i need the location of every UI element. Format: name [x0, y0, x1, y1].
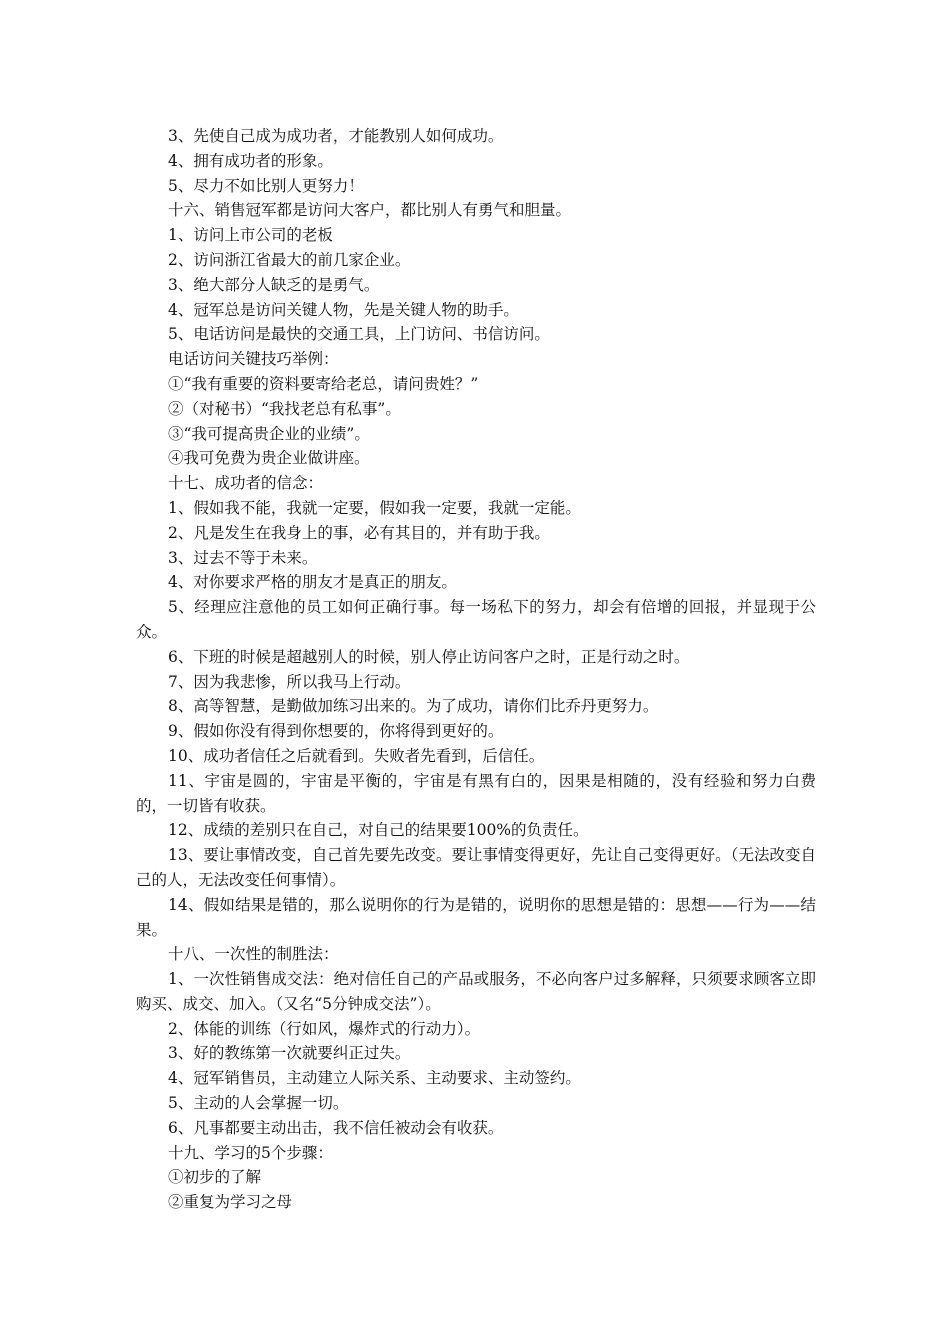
paragraph: ①“我有重要的资料要寄给老总，请问贵姓？”	[168, 374, 479, 393]
paragraph: 13、要让事情改变，自己首先要先改变。要让事情变得更好，先让自己变得更好。（无法改变自己的人，无法改变任何事情）。	[136, 846, 816, 889]
paragraph: 5、电话访问是最快的交通工具，上门访问、书信访问。	[168, 325, 550, 344]
document-body	[136, 124, 816, 1215]
paragraph: 5、经理应注意他的员工如何正确行事。每一场私下的努力，却会有倍增的回报，并显现于公众。	[136, 598, 816, 641]
paragraph: 7、因为我悲惨，所以我马上行动。	[168, 672, 411, 691]
paragraph: 3、好的教练第一次就要纠正过失。	[168, 1044, 411, 1063]
paragraph: 4、对你要求严格的朋友才是真正的朋友。	[168, 573, 457, 592]
paragraph: ②重复为学习之母	[168, 1193, 293, 1212]
section-heading: 十八、一次性的制胜法：	[168, 945, 339, 964]
paragraph: 6、凡事都要主动出击，我不信任被动会有收获。	[168, 1118, 504, 1137]
paragraph: 4、拥有成功者的形象。	[168, 151, 333, 170]
paragraph: 11、宇宙是圆的，宇宙是平衡的，宇宙是有黑有白的，因果是相随的，没有经验和努力白费的，一切皆有收获。	[136, 771, 816, 815]
paragraph: 5、主动的人会掌握一切。	[168, 1094, 349, 1113]
paragraph: 1、访问上市公司的老板	[168, 226, 333, 245]
paragraph: 8、高等智慧，是勤做加练习出来的。为了成功，请你们比乔丹更努力。	[168, 697, 659, 716]
paragraph: 6、下班的时候是超越别人的时候，别人停止访问客户之时，正是行动之时。	[168, 647, 690, 666]
section-heading: 十六、销售冠军都是访问大客户，都比别人有勇气和胆量。	[168, 201, 572, 220]
paragraph: 3、先使自己成为成功者，才能教别人如何成功。	[168, 127, 504, 145]
paragraph: 14、假如结果是错的，那么说明你的行为是错的，说明你的思想是错的：思想——行为——结果。	[136, 895, 816, 939]
paragraph: 1、假如我不能，我就一定要，假如我一定要，我就一定能。	[168, 498, 581, 517]
paragraph: 2、访问浙江省最大的前几家企业。	[168, 250, 411, 269]
paragraph: 4、冠军销售员，主动建立人际关系、主动要求、主动签约。	[168, 1069, 581, 1088]
paragraph: 2、凡是发生在我身上的事，必有其目的，并有助于我。	[168, 523, 550, 542]
paragraph: ④我可免费为贵企业做讲座。	[168, 449, 370, 468]
section-heading: 十七、成功者的信念：	[168, 474, 324, 493]
paragraph: ①初步的了解	[168, 1168, 262, 1187]
paragraph: 3、过去不等于未来。	[168, 548, 318, 567]
paragraph: 12、成绩的差别只在自己，对自己的结果要100%的负责任。	[168, 821, 589, 840]
paragraph: 3、绝大部分人缺乏的是勇气。	[168, 275, 380, 294]
paragraph: 5、尽力不如比别人更努力！	[168, 176, 364, 195]
section-heading: 十九、学习的5个步骤：	[168, 1143, 333, 1162]
paragraph: 1、一次性销售成交法：绝对信任自己的产品或服务，不必向客户过多解释，只须要求顾客立即购买、成交、加入。（又名“5分钟成交法”）。	[136, 970, 816, 1013]
paragraph: ②（对秘书）“我找老总有私事”。	[168, 399, 401, 418]
paragraph: 2、体能的训练（行如风，爆炸式的行动力）。	[168, 1019, 481, 1038]
paragraph: 4、冠军总是访问关键人物，先是关键人物的助手。	[168, 300, 519, 319]
paragraph: 9、假如你没有得到你想要的，你将得到更好的。	[168, 722, 504, 741]
paragraph: 电话访问关键技巧举例：	[168, 350, 339, 369]
paragraph: ③“我可提高贵企业的业绩”。	[168, 424, 370, 443]
paragraph: 10、成功者信任之后就看到。失败者先看到，后信任。	[168, 746, 545, 765]
